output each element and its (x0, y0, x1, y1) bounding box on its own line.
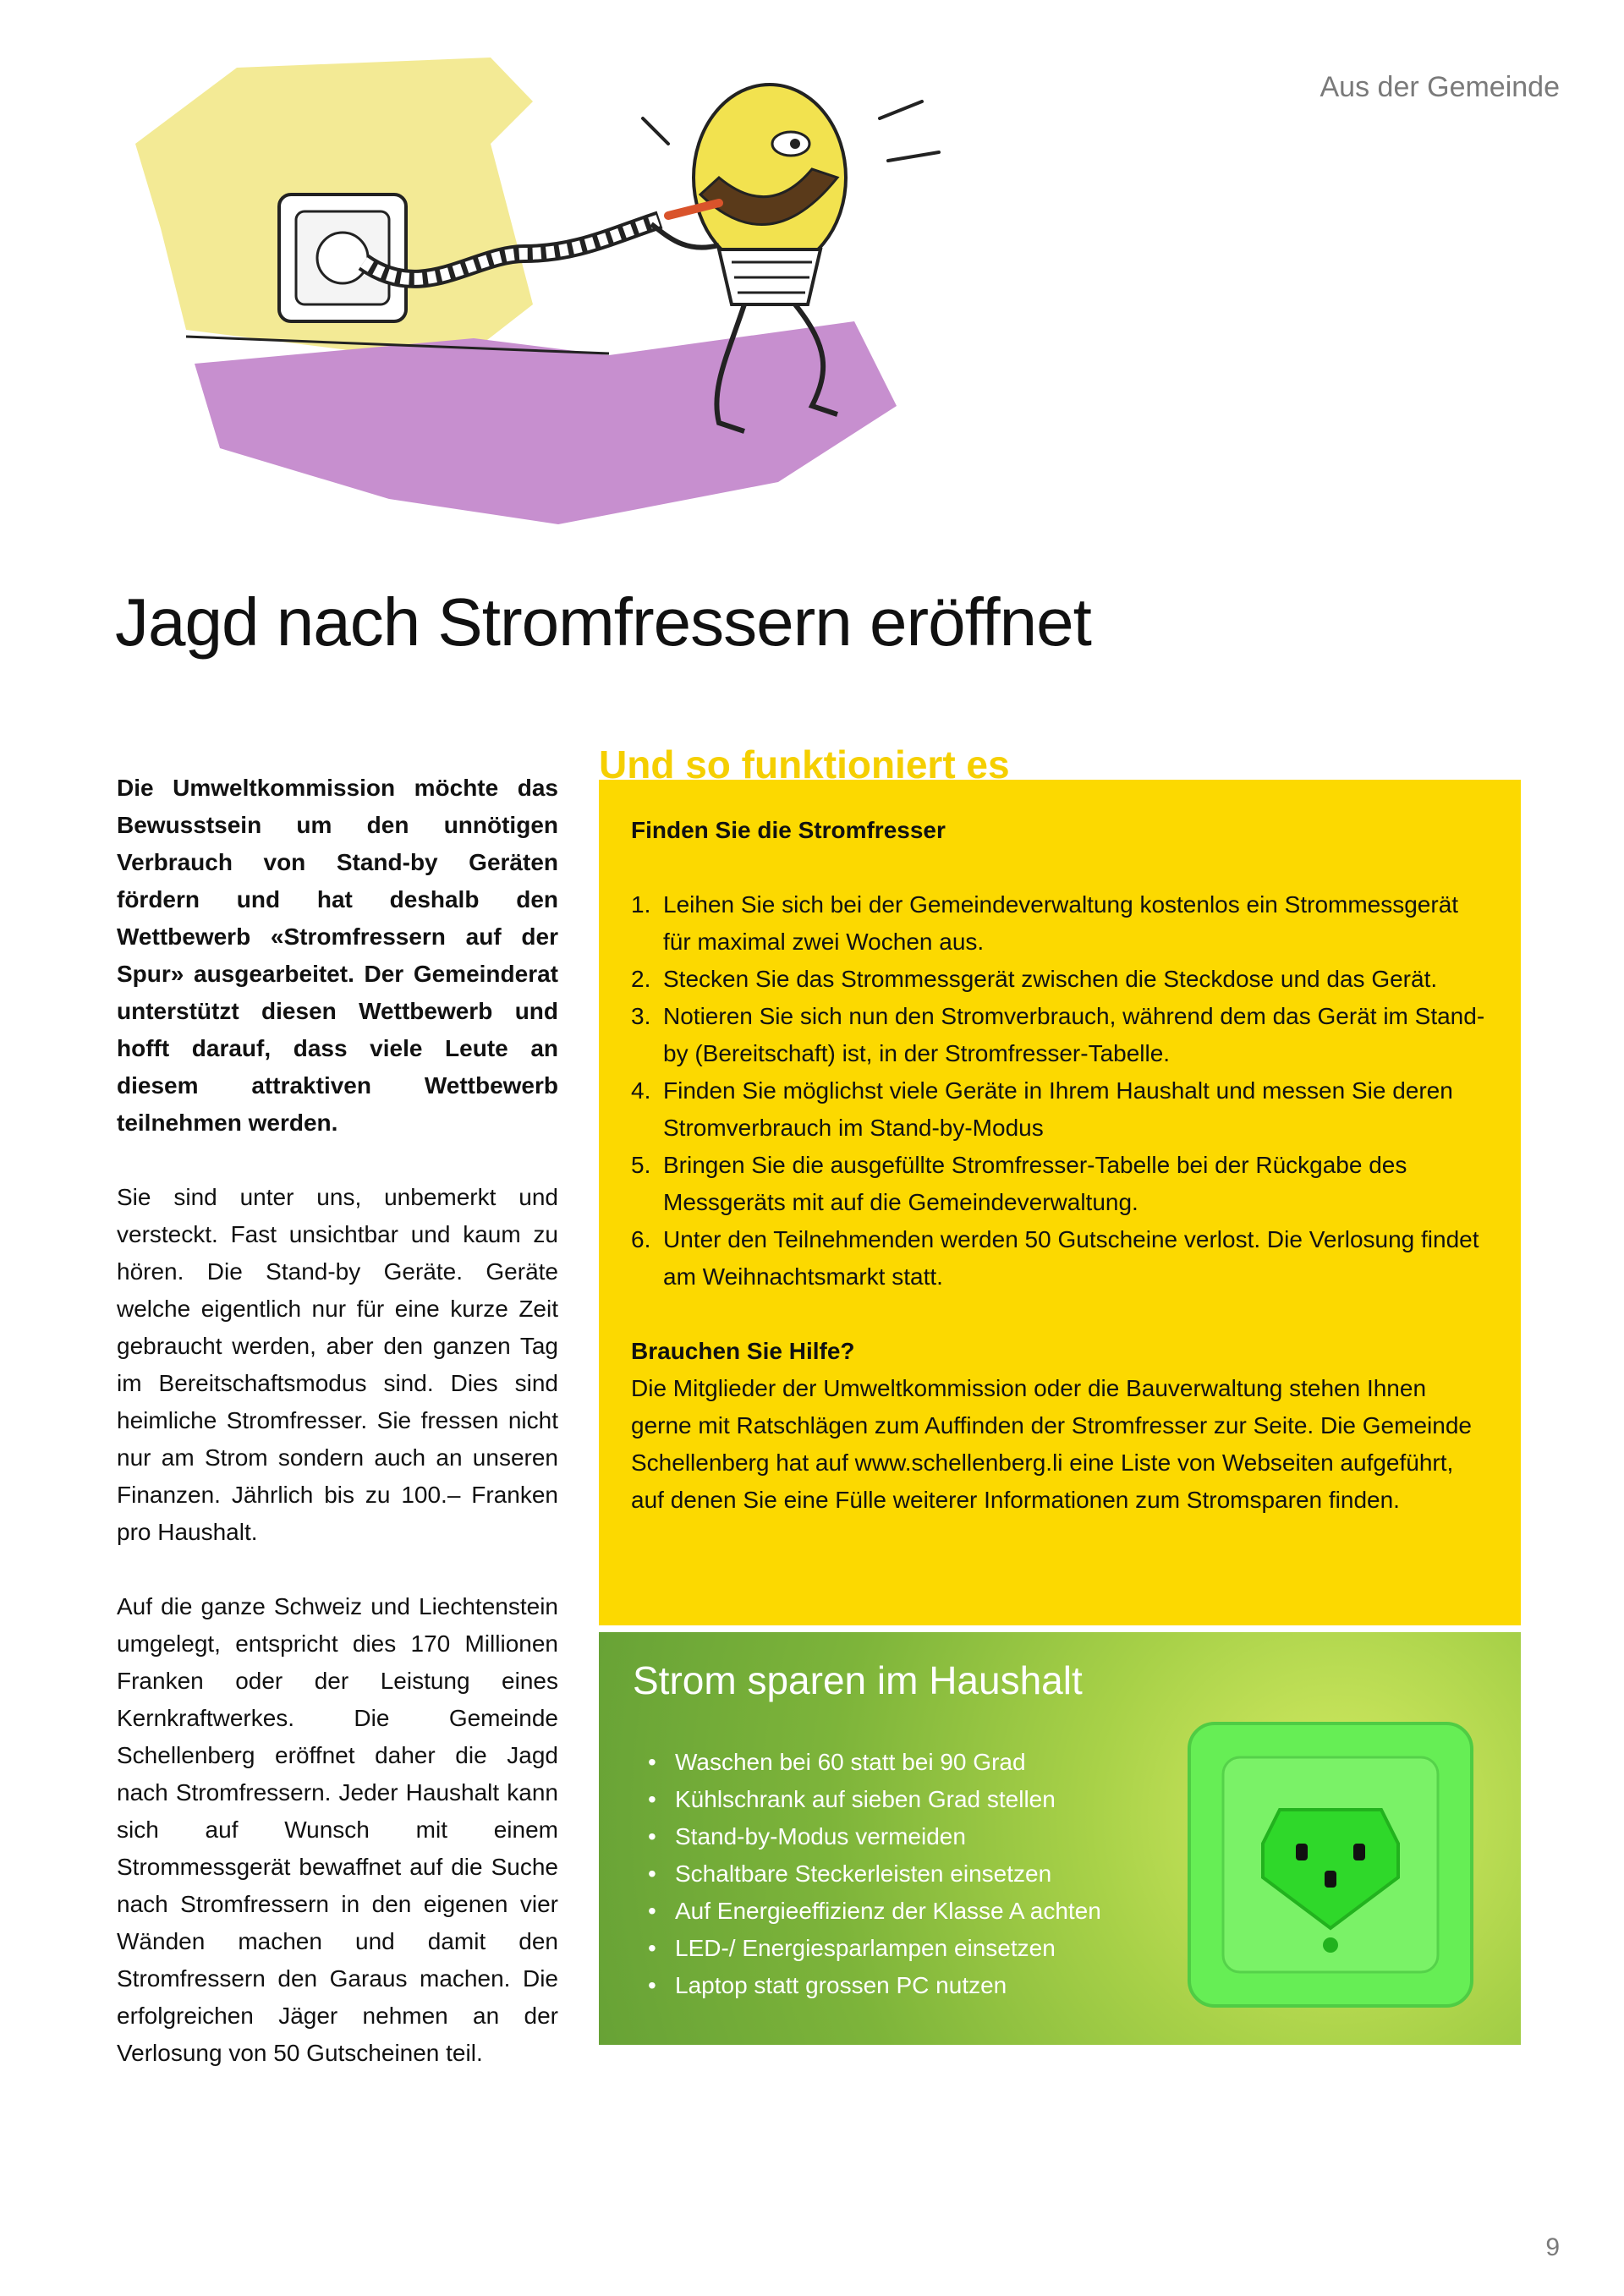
step-text: Unter den Teilnehmenden werden 50 Gutscheine verlost. Die Verlosung findet am Weihnachtsmarkt statt. (663, 1226, 1479, 1290)
article-intro: Die Umweltkommission möchte das Bewusstsein um den unnötigen Verbrauch von Stand-by Geräten fördern und hat deshalb den Wettbewerb «Stromfressern auf der Spur» ausgearbeitet. Der Gemeinderat unterstützt diesen Wettbewerb und hofft darauf, dass viele Leute an diesem attraktiven Wettbewerb teilnehmen werden. (117, 775, 558, 1136)
step-item (631, 998, 1489, 1072)
step-number: 6. (631, 1226, 651, 1252)
step-item (631, 1072, 1489, 1147)
tips-title: Strom sparen im Haushalt (633, 1658, 1083, 1702)
howto-steps (631, 886, 1489, 1296)
tip-item: • Kühlschrank auf sieben Grad stellen (643, 1781, 1101, 1818)
help-text: Die Mitglieder der Umweltkommission oder die Bauverwaltung stehen Ihnen gerne mit Ratschlägen zum Auffinden der Stromfresser zur Seite. Die Gemeinde Schellenberg hat auf www.schellenberg.li eine Liste von Webseiten aufgeführt, auf denen Sie eine Fülle weiterer Informationen zum Stromsparen finden. (631, 1375, 1472, 1513)
step-number: 1. (631, 891, 651, 918)
howto-heading: Und so funktioniert es (599, 743, 1010, 780)
howto-box (599, 780, 1521, 1625)
step-item (631, 1147, 1489, 1221)
step-item (631, 886, 1489, 961)
step-number: 4. (631, 1077, 651, 1104)
tip-item: • LED-/ Energiesparlampen einsetzen (643, 1930, 1101, 1967)
tip-item: • Stand-by-Modus vermeiden (643, 1818, 1101, 1855)
step-text: Leihen Sie sich bei der Gemeindeverwaltung kostenlos ein Strommessgerät für maximal zwei Wochen aus. (663, 891, 1459, 955)
step-text: Finden Sie möglichst viele Geräte in Ihrem Haushalt und messen Sie deren Stromverbrauch im Stand-by-Modus (663, 1077, 1453, 1141)
step-item (631, 1221, 1489, 1296)
tip-item: • Waschen bei 60 statt bei 90 Grad (643, 1744, 1101, 1781)
step-text: Stecken Sie das Strommessgerät zwischen die Steckdose und das Gerät. (663, 966, 1438, 992)
help-title: Brauchen Sie Hilfe? (631, 1338, 855, 1364)
article-paragraph: Sie sind unter uns, unbemerkt und versteckt. Fast unsichtbar und kaum zu hören. Die Stand-by Geräte. Geräte welche eigentlich nur für eine kurze Zeit gebraucht werden, aber den ganzen Tag im Bereitschaftsmodus sind. Dies sind heimliche Stromfresser. Sie fressen nicht nur am Strom sondern auch an unseren Finanzen. Jährlich bis zu 100.– Franken pro Haushalt. (117, 1184, 558, 1545)
tips-box (599, 1632, 1521, 2045)
article-paragraph: Auf die ganze Schweiz und Liechtenstein umgelegt, entspricht dies 170 Millionen Franken oder der Leistung eines Kernkraftwerkes. Die Gemeinde Schellenberg eröffnet daher die Jagd nach Stromfressern. Jeder Haushalt kann sich auf Wunsch mit einem Strommessgerät bewaffnet auf die Suche nach Stromfressern in den eigenen vier Wänden machen und damit den Stromfressern den Garaus machen. Die erfolgreichen Jäger nehmen an der Verlosung von 50 Gutscheinen teil. (117, 1593, 558, 2066)
step-number: 2. (631, 966, 651, 992)
article-body (117, 770, 558, 2109)
page-number: 9 (1545, 2233, 1560, 2261)
tips-list (643, 1744, 1101, 2004)
power-socket-icon (1182, 1717, 1479, 2013)
step-text: Notieren Sie sich nun den Stromverbrauch, während dem das Gerät im Stand-by (Bereitschaft) ist, in der Stromfresser-Tabelle. (663, 1003, 1485, 1066)
article-title: Jagd nach Stromfressern eröffnet (115, 584, 1091, 660)
section-label: Aus der Gemeinde (1320, 71, 1560, 103)
step-number: 5. (631, 1152, 651, 1178)
tip-item: • Laptop statt grossen PC nutzen (643, 1967, 1101, 2004)
step-number: 3. (631, 1003, 651, 1029)
tip-item: • Auf Energieeffizienz der Klasse A achten (643, 1893, 1101, 1930)
step-text: Bringen Sie die ausgefüllte Stromfresser-Tabelle bei der Rückgabe des Messgeräts mit auf die Gemeindeverwaltung. (663, 1152, 1407, 1215)
tip-item: • Schaltbare Steckerleisten einsetzen (643, 1855, 1101, 1893)
stromfresser-illustration (135, 51, 1032, 550)
step-item (631, 961, 1489, 998)
howto-subtitle: Finden Sie die Stromfresser (631, 817, 946, 843)
